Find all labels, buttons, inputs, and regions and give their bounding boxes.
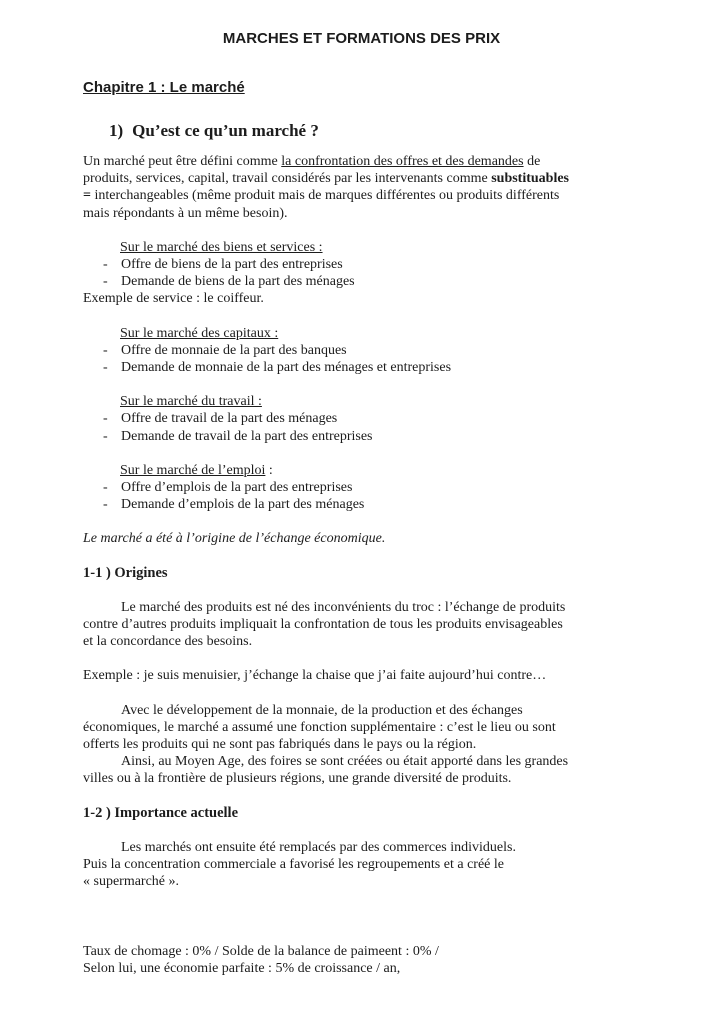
intro-run: produits, services, capital, travail considérés par les intervenants comme	[83, 171, 492, 187]
market-goods-heading-text: Sur le marché des biens et services :	[120, 239, 323, 255]
paragraph-line: Selon lui, une économie parfaite : 5% de croissance / an,	[83, 960, 401, 976]
list-item	[83, 496, 640, 513]
market-labor-heading-text: Sur le marché du travail :	[120, 394, 262, 410]
dash-bullet: -	[103, 428, 108, 444]
market-employment-group	[83, 462, 640, 514]
paragraph-line: et la concordance des besoins.	[83, 634, 253, 650]
paragraph-line: Le marché des produits est né des inconvénients du troc : l’échange de produits	[121, 599, 566, 615]
market-capital-heading	[83, 325, 640, 342]
paragraph-line: Avec le développement de la monnaie, de la production et des échanges	[121, 702, 523, 718]
paragraph-line: contre d’autres produits impliquait la confrontation de tous les produits envisageables	[83, 617, 563, 633]
dash-bullet: -	[103, 480, 108, 496]
goods-example-note: Exemple de service : le coiffeur.	[83, 291, 264, 307]
list-item-text: Demande d’emplois de la part des ménages	[121, 497, 365, 513]
intro-run: Un marché peut être défini comme	[83, 154, 282, 169]
paragraph-line: offerts les produits qui ne sont pas fabriqués dans le pays ou la région.	[83, 737, 477, 753]
dash-bullet: -	[103, 342, 108, 358]
subsection-1-1-heading: 1-1 ) Origines	[83, 564, 168, 581]
document-title: MARCHES ET FORMATIONS DES PRIX	[222, 30, 501, 47]
list-item-text: Demande de monnaie de la part des ménages et entreprises	[121, 360, 452, 376]
list-item-text: Offre de biens de la part des entreprises	[121, 257, 343, 273]
money-development-paragraph	[83, 702, 640, 788]
dash-bullet: -	[103, 257, 108, 273]
list-item-text: Offre d’emplois de la part des entreprises	[121, 480, 353, 496]
importance-paragraph	[83, 839, 640, 891]
paragraph-line: Puis la concentration commerciale a favorisé les regroupements et a créé le	[83, 857, 504, 873]
intro-line-4: mais répondants à un même besoin).	[83, 205, 288, 221]
intro-line-3	[83, 187, 640, 204]
origins-paragraph	[83, 599, 640, 651]
market-capital-group	[83, 325, 640, 377]
market-capital-heading-text: Sur le marché des capitaux :	[120, 325, 279, 341]
dash-bullet: -	[103, 360, 108, 376]
market-employment-heading-colon: :	[265, 462, 273, 478]
paragraph-line: Taux de chomage : 0% / Solde de la balance de paimeent : 0% /	[83, 943, 439, 959]
intro-paragraph	[83, 153, 640, 222]
market-employment-heading	[83, 462, 640, 479]
market-employment-heading-text: Sur le marché de l’emploi	[120, 462, 266, 478]
list-item-text: Demande de travail de la part des entreprises	[121, 428, 373, 444]
paragraph-line: villes ou à la frontière de plusieurs régions, une grande diversité de produits.	[83, 771, 512, 787]
intro-run-bold: =	[83, 188, 91, 204]
chapter-heading-text: Chapitre 1 : Le marché	[83, 79, 245, 96]
intro-run: interchangeables (même produit mais de marques différentes ou produits différents	[90, 188, 560, 204]
paragraph-line: Les marchés ont ensuite été remplacés par des commerces individuels.	[121, 839, 516, 855]
section-1-number: 1)	[109, 121, 124, 140]
list-item	[83, 256, 640, 273]
intro-run-underlined: la confrontation des offres et des demandes	[281, 154, 524, 169]
paragraph-line: Exemple : je suis menuisier, j’échange la chaise que j’ai faite aujourd’hui contre…	[83, 668, 547, 684]
list-item	[83, 273, 640, 290]
list-item	[83, 410, 640, 427]
chapter-heading	[83, 78, 640, 97]
paragraph-line: « supermarché ».	[83, 874, 180, 890]
intro-line-1	[83, 153, 640, 170]
subsection-1-2-heading: 1-2 ) Importance actuelle	[83, 804, 239, 821]
list-item-text: Offre de travail de la part des ménages	[121, 411, 338, 427]
list-item	[83, 342, 640, 359]
list-item	[83, 428, 640, 445]
market-goods-services-group	[83, 239, 640, 308]
footnote-paragraph	[83, 943, 640, 977]
dash-bullet: -	[103, 274, 108, 290]
market-origin-note: Le marché a été à l’origine de l’échange économique.	[83, 531, 386, 547]
dash-bullet: -	[103, 497, 108, 513]
market-labor-heading	[83, 393, 640, 410]
paragraph-line: économiques, le marché a assumé une fonction supplémentaire : c’est le lieu ou sont	[83, 719, 556, 735]
section-1-heading	[83, 120, 640, 142]
dash-bullet: -	[103, 411, 108, 427]
market-goods-heading	[83, 239, 640, 256]
list-item	[83, 359, 640, 376]
intro-run-bold: substituables	[491, 171, 570, 187]
intro-run: de	[523, 154, 541, 169]
market-labor-group	[83, 393, 640, 445]
paragraph-line: Ainsi, au Moyen Age, des foires se sont créées ou était apporté dans les grandes	[121, 754, 569, 770]
list-item-text: Demande de biens de la part des ménages	[121, 274, 355, 290]
intro-line-2	[83, 170, 640, 187]
example-paragraph	[83, 667, 640, 684]
list-item-text: Offre de monnaie de la part des banques	[121, 342, 347, 358]
section-1-title: Qu’est ce qu’un marché ?	[132, 121, 319, 140]
list-item	[83, 479, 640, 496]
